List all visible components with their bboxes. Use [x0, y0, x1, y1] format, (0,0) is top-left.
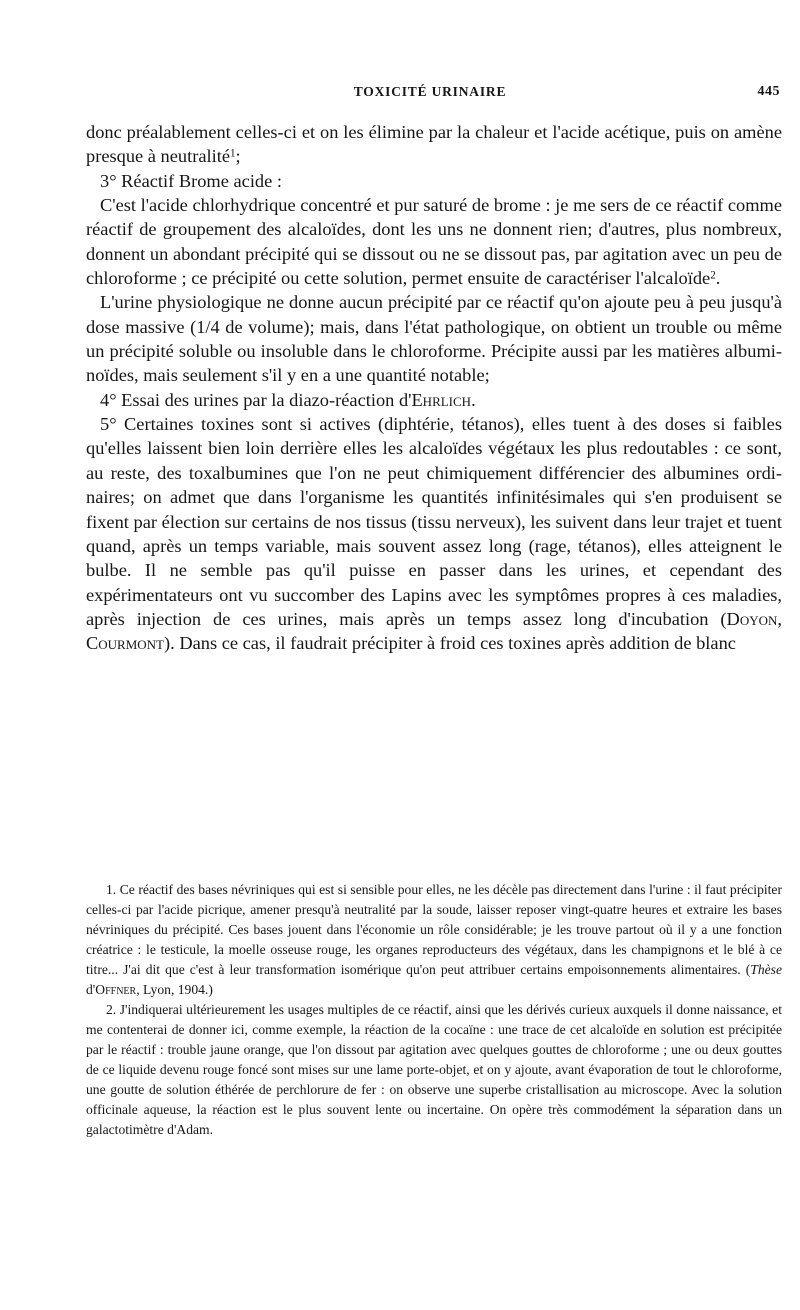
paragraph-3-end: .	[715, 268, 721, 289]
author-name-ehrlich: Ehrlich	[411, 389, 472, 410]
paragraph-3-text: C'est l'acide chlorhydrique concentré et pur saturé de brome : je me sers de ce réactif comme réactif de groupement des alcaloïdes, dont les uns ne donnent rien; d'autres, plus nombreux, donnent un abondant précipité qui se dissout ou ne se dissout pas, par agitation avec un peu de chloroforme ; ce précipité ou cette solution, permet ensuite de caractériser l'alcaloïde	[86, 195, 782, 289]
running-head	[80, 84, 780, 106]
footnote-1	[86, 880, 782, 1000]
paragraph-3	[86, 193, 782, 290]
paragraph-6-end: ). Dans ce cas, il faudrait précipiter à froid ces toxines après addition de blanc	[164, 633, 736, 654]
paragraph-5-end: .	[471, 389, 476, 410]
main-text	[86, 120, 782, 656]
footnote-2: 2. J'indiquerai ultérieurement les usages multiples de ce réactif, ainsi que les dérivés curieux auxquels il donne naissance, et me contenterai de donner ici, comme exemple, la réaction de la cocaïne : une trace de cet alcaloïde en solution est précipitée par le réactif : trouble jaune orange, que l'on dissout par agitation avec quelques gouttes de chloroforme ; une ou deux gouttes de ce liquide devenu rouge foncé sont mises sur une lame porte-objet, et on y ajoute, avant évaporation de tout le chloroforme, une goutte de solution éthérée de perchlorure de fer : on observe une superbe cristallisation au microscope. Avec la solution officinale aqueuse, la réaction est le plus souvent lente ou incertaine. On opère très commodément la séparation dans un galactotimètre d'Adam.	[86, 1002, 782, 1137]
paragraph-1-end: ;	[235, 146, 241, 167]
running-title: TOXICITÉ URINAIRE	[353, 84, 507, 99]
page-number: 445	[757, 84, 780, 99]
footnote-1-thesis: Thèse	[750, 962, 782, 977]
paragraph-5	[86, 388, 782, 412]
footnote-1-end: , Lyon, 1904.)	[136, 982, 213, 997]
footnote-1-of: d'	[86, 982, 96, 997]
footnote-ref-2: 2	[710, 269, 716, 282]
paragraph-6-separator: ,	[777, 608, 782, 629]
paragraph-5-text: 4° Essai des urines par la diazo-réaction d'	[100, 389, 412, 410]
author-name-doyon: Doyon	[726, 608, 778, 629]
footnote-1-text: 1. Ce réactif des bases névriniques qui est si sensible pour elles, ne les décèle pas directement dans l'urine : il faut précipiter celles-ci par l'acide picrique, amener presqu'à neutralité par la soude, laisser reposer vingt-quatre heures et extraire les bases névriniques du précipité. Ces bases jouent dans l'économie un rôle considérable; je les trouve partout où il y a une fonction créatrice : le testicule, la moelle osseuse rouge, les organes reproducteurs des végétaux, dans les champignons et le blé à ce titre... J'ai dit que c'est à leur transformation isomérique qu'on peut attribuer certains empoisonnements alimentaires. (	[86, 882, 782, 977]
paragraph-1-text: donc préalablement celles-ci et on les élimine par la chaleur et l'acide acétique, puis on amène presque à neutralité	[86, 122, 782, 167]
paragraph-2: 3° Réactif Brome acide :	[100, 170, 282, 191]
paragraph-1	[86, 120, 782, 169]
paragraph-6-text: 5° Certaines toxines sont si actives (diphtérie, tétanos), elles tuent à des doses si faibles qu'elles laissent bien loin derrière elles les alcaloïdes végétaux les plus redoutables : ce sont, au reste, des toxalbumines que l'on ne peut chimiquement différencier des albumines ordinaires; on admet que dans l'organisme les quantités infinitésimales qui s'en produisent se fixent par élection sur certains de nos tissus (tissu nerveux), les suivent dans leur trajet et tuent quand, après un temps variable, mais souvent assez long (rage, tétanos), elles atteignent le bulbe. Il ne semble pas qu'il puisse en passer dans les urines, et cependant des expérimentateurs ont vu succomber des Lapins avec les symptômes propres à ces maladies, après injection de ces urines, mais après un temps assez long d'incubation (	[86, 414, 782, 629]
paragraph-6	[86, 412, 782, 655]
paragraph-4: L'urine physiologique ne donne aucun précipité par ce réactif qu'on ajoute peu à peu jusqu'à dose massive (1/4 de volume); mais, dans l'état pathologique, on obtient un trouble ou même un précipité soluble ou insoluble dans le chloroforme. Précipite aussi par les matières albuminoïdes, mais seulement s'il y en a une quantité notable;	[86, 292, 782, 386]
footnotes	[86, 880, 782, 1140]
footnote-ref-1: 1	[230, 147, 236, 160]
author-name-offner: Offner	[95, 982, 137, 997]
author-name-courmont: Courmont	[86, 633, 164, 654]
